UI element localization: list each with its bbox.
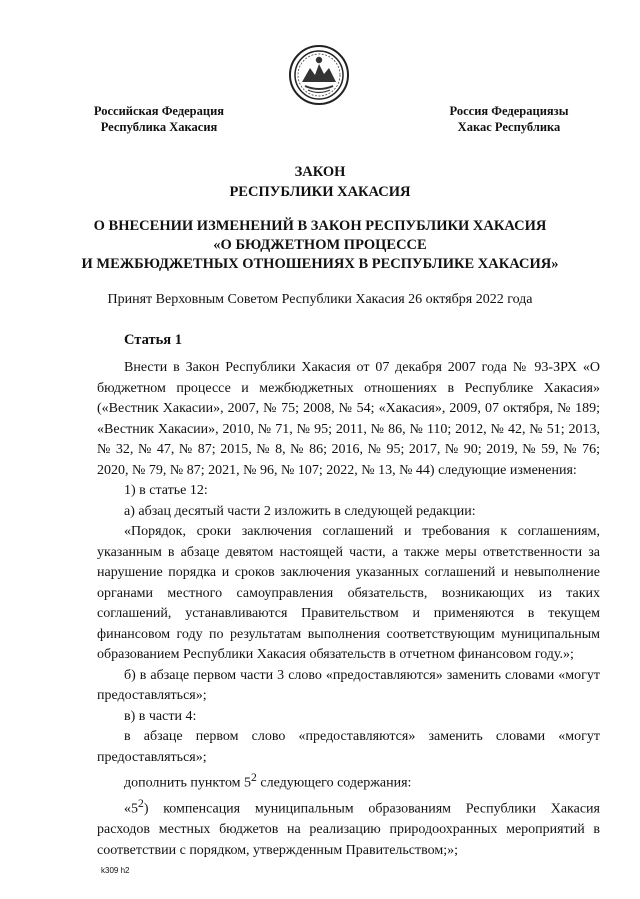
paragraph: «Порядок, сроки заключения соглашений и требования к соглашениям, указанным в абзаце девятом настоящей части, а также меры ответственности за нарушение порядка и сроков заключения указанных соглашений и невыполнение органами местного самоуправления обязательств, возникающих из таких соглашений, устанавливаются Правительством и применяются в текущем финансовом году по результатам выполнения соответствующим муниципальным образованием Республики Хакасия обязательств в отчетном финансовом году.»;	[97, 524, 600, 662]
paragraph: в) в части 4:	[124, 708, 197, 724]
law-subject-line1: О ВНЕСЕНИИ ИЗМЕНЕНИЙ В ЗАКОН РЕСПУБЛИКИ ХАКАСИЯ	[93, 218, 547, 234]
header-right-republic: Хакас Республика	[457, 120, 561, 134]
law-title-line1: ЗАКОН	[294, 164, 346, 180]
law-title-line2: РЕСПУБЛИКИ ХАКАСИЯ	[229, 184, 411, 200]
paragraph: Внести в Закон Республики Хакасия от 07 декабря 2007 года № 93-ЗРХ «О бюджетном процессе и межбюджетных отношениях в Республике Хакасия» («Вестник Хакасии», 2007, № 75; 2008, № 54; «Хакасия», 2009, 07 октября, № 189; «Вестник Хакасии», 2010, № 71, № 95; 2011, № 86, № 110; 2012, № 42, № 51; 2013, № 32, № 47, № 87; 2015, № 8, № 86; 2016, № 95; 2017, № 90; 2019, № 59, № 76; 2020, № 79, № 87; 2021, № 96, № 107; 2022, № 13, № 44) следующие изменения:	[97, 360, 600, 478]
adoption-note: Принят Верховным Советом Республики Хакасия 26 октября 2022 года	[107, 292, 533, 307]
paragraph: б) в абзаце первом части 3 слово «предоставляются» заменить словами «могут предоставляться»;	[97, 667, 600, 703]
text-fragment: «5	[124, 801, 138, 817]
paragraph	[97, 794, 600, 861]
text-fragment: дополнить пунктом 5	[124, 775, 252, 791]
law-subject-line2: «О БЮДЖЕТНОМ ПРОЦЕССЕ	[213, 237, 427, 253]
header-left-country: Российская Федерация	[93, 104, 225, 118]
paragraph	[97, 768, 600, 794]
paragraph: 1) в статье 12:	[124, 483, 208, 498]
superscript: 2	[251, 771, 257, 784]
text-fragment: следующего содержания:	[256, 775, 412, 791]
footer-code: k309 h2	[101, 866, 130, 875]
superscript: 2	[138, 797, 144, 811]
header-left-republic: Республика Хакасия	[100, 120, 218, 134]
article-body	[97, 358, 600, 861]
paragraph: а) абзац десятый части 2 изложить в следующей редакции:	[124, 503, 476, 519]
text-fragment: ) компенсация муниципальным образованиям Республики Хакасия расходов местных бюджетов на реализацию природоохранных мероприятий в соответствии с порядком, утвержденным Правительством;»;	[97, 801, 600, 858]
article-heading: Статья 1	[124, 332, 182, 348]
coat-of-arms-seal	[288, 44, 350, 106]
paragraph: в абзаце первом слово «предоставляются» заменить словами «могут предоставляться»;	[97, 729, 600, 765]
law-title	[0, 162, 640, 202]
law-subject-line3: И МЕЖБЮДЖЕТНЫХ ОТНОШЕНИЯХ В РЕСПУБЛИКЕ ХАКАСИЯ»	[81, 256, 559, 272]
law-subject	[0, 217, 640, 274]
header-right	[424, 103, 594, 135]
header-right-country: Россия Федерациязы	[449, 104, 569, 118]
header-left	[74, 103, 244, 135]
